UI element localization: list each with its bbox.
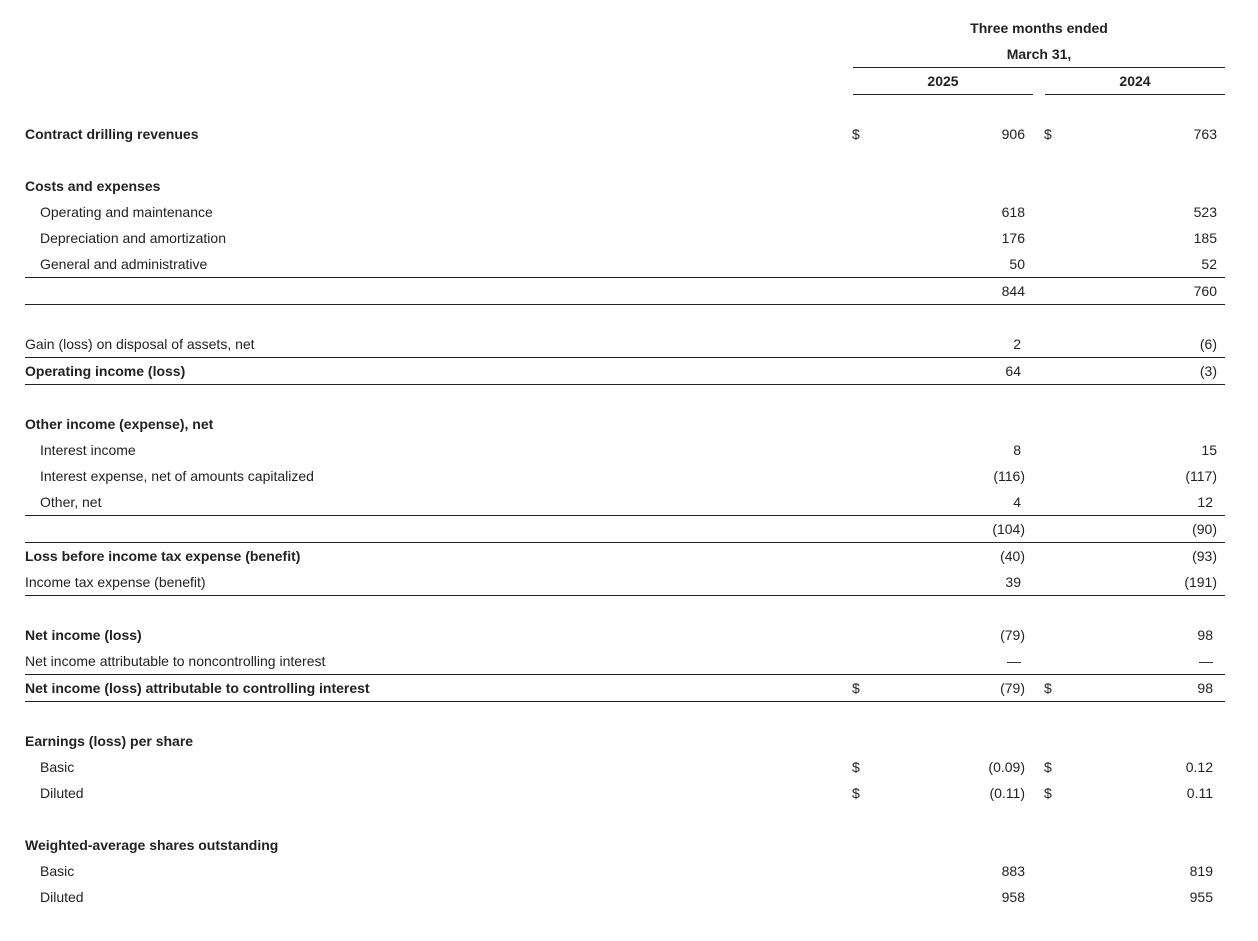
row-net-income bbox=[0, 626, 1258, 644]
value-2025: (79) bbox=[1000, 627, 1025, 643]
value-2025: (40) bbox=[1000, 548, 1025, 564]
row-interest-expense bbox=[0, 467, 1258, 485]
row-eps-heading bbox=[0, 732, 1258, 750]
currency-symbol: $ bbox=[852, 680, 860, 696]
currency-symbol: $ bbox=[1044, 680, 1052, 696]
currency-symbol: $ bbox=[1044, 126, 1052, 142]
row-shares-basic bbox=[0, 862, 1258, 880]
rule-operating-income-top bbox=[25, 357, 1225, 358]
row-shares-heading bbox=[0, 836, 1258, 854]
value-2024: (6) bbox=[1199, 336, 1217, 352]
header-rule-col1 bbox=[853, 94, 1033, 95]
row-net-income-controlling bbox=[0, 679, 1258, 697]
value-2024: (117) bbox=[1185, 468, 1217, 484]
value-2025: 618 bbox=[1001, 204, 1025, 220]
row-label: Basic bbox=[40, 863, 75, 879]
row-label: Net income (loss) attributable to controlling interest bbox=[25, 680, 370, 696]
period-header-line2: March 31, bbox=[1006, 46, 1072, 62]
value-2025: 8 bbox=[1013, 442, 1021, 458]
value-2025: — bbox=[1007, 653, 1021, 669]
value-2024: 52 bbox=[1201, 256, 1217, 272]
row-interest-income bbox=[0, 441, 1258, 459]
value-2024: 98 bbox=[1197, 627, 1213, 643]
value-2025: (79) bbox=[1000, 680, 1025, 696]
currency-symbol: $ bbox=[852, 785, 860, 801]
row-label: Basic bbox=[40, 759, 75, 775]
row-label: Other, net bbox=[40, 494, 102, 510]
value-2024: (191) bbox=[1184, 574, 1217, 590]
row-general-admin bbox=[0, 255, 1258, 273]
period-header-line1: Three months ended bbox=[970, 20, 1108, 36]
value-2024: (93) bbox=[1192, 548, 1217, 564]
value-2024: 12 bbox=[1197, 494, 1213, 510]
value-2024: 0.11 bbox=[1186, 785, 1213, 801]
rule-costs-subtotal-bottom bbox=[25, 304, 1225, 305]
value-2024: — bbox=[1199, 653, 1213, 669]
value-2025: (0.11) bbox=[989, 785, 1025, 801]
row-label: Gain (loss) on disposal of assets, net bbox=[25, 336, 255, 352]
value-2025: 883 bbox=[1001, 863, 1025, 879]
row-loss-before-tax bbox=[0, 547, 1258, 565]
row-gain-loss-disposal bbox=[0, 335, 1258, 353]
value-2025: 176 bbox=[1001, 230, 1025, 246]
rule-tax-bottom bbox=[25, 595, 1225, 596]
value-2024: 523 bbox=[1193, 204, 1217, 220]
row-operating-maintenance bbox=[0, 203, 1258, 221]
row-label: Depreciation and amortization bbox=[40, 230, 226, 246]
value-2025: 39 bbox=[1005, 574, 1021, 590]
row-label: Contract drilling revenues bbox=[25, 126, 199, 142]
row-operating-income bbox=[0, 362, 1258, 380]
rule-operating-income-bottom bbox=[25, 384, 1225, 385]
currency-symbol: $ bbox=[852, 759, 860, 775]
row-label: Diluted bbox=[40, 785, 84, 801]
row-eps-diluted bbox=[0, 784, 1258, 802]
value-2025: 2 bbox=[1013, 336, 1021, 352]
value-2024: (3) bbox=[1199, 363, 1217, 379]
value-2024: 98 bbox=[1197, 680, 1213, 696]
value-2025: 958 bbox=[1001, 889, 1025, 905]
currency-symbol: $ bbox=[1044, 759, 1052, 775]
section-heading: Other income (expense), net bbox=[25, 416, 214, 432]
value-2025: (0.09) bbox=[988, 759, 1025, 775]
value-2024: 15 bbox=[1201, 442, 1217, 458]
value-2024: 760 bbox=[1193, 283, 1217, 299]
row-label: Income tax expense (benefit) bbox=[25, 574, 206, 590]
value-2024: 763 bbox=[1193, 126, 1217, 142]
row-noncontrolling-interest bbox=[0, 652, 1258, 670]
section-heading: Weighted-average shares outstanding bbox=[25, 837, 279, 853]
value-2025: 50 bbox=[1009, 256, 1025, 272]
currency-symbol: $ bbox=[852, 126, 860, 142]
row-costs-heading bbox=[0, 177, 1258, 195]
row-label: General and administrative bbox=[40, 256, 208, 272]
value-2025: 844 bbox=[1001, 283, 1025, 299]
row-costs-total bbox=[0, 282, 1258, 300]
value-2025: 64 bbox=[1005, 363, 1021, 379]
rule-other-subtotal-bottom bbox=[25, 542, 1225, 543]
section-heading: Costs and expenses bbox=[25, 178, 161, 194]
value-2025: 906 bbox=[1001, 126, 1025, 142]
row-label: Interest expense, net of amounts capitalized bbox=[40, 468, 314, 484]
row-eps-basic bbox=[0, 758, 1258, 776]
row-label: Interest income bbox=[40, 442, 136, 458]
row-label: Diluted bbox=[40, 889, 84, 905]
rule-other-subtotal-top bbox=[25, 515, 1225, 516]
value-2024: 0.12 bbox=[1185, 759, 1213, 775]
row-label: Operating income (loss) bbox=[25, 363, 186, 379]
row-depreciation bbox=[0, 229, 1258, 247]
row-other-heading bbox=[0, 415, 1258, 433]
row-other-net bbox=[0, 493, 1258, 511]
row-shares-diluted bbox=[0, 888, 1258, 906]
value-2024: 185 bbox=[1193, 230, 1217, 246]
value-2024: (90) bbox=[1192, 521, 1217, 537]
rule-net-income-ci-bottom bbox=[25, 701, 1225, 702]
header-rule-col2 bbox=[1045, 94, 1225, 95]
header-rule-span bbox=[853, 67, 1225, 68]
column-header-2024: 2024 bbox=[1119, 73, 1151, 89]
row-label: Loss before income tax expense (benefit) bbox=[25, 548, 301, 564]
section-heading: Earnings (loss) per share bbox=[25, 733, 194, 749]
rule-costs-subtotal-top bbox=[25, 277, 1225, 278]
column-header-2025: 2025 bbox=[927, 73, 959, 89]
currency-symbol: $ bbox=[1044, 785, 1052, 801]
row-label: Net income (loss) bbox=[25, 627, 142, 643]
row-contract-drilling-revenues bbox=[0, 125, 1258, 143]
value-2024: 955 bbox=[1189, 889, 1213, 905]
rule-net-income-ci-top bbox=[25, 674, 1225, 675]
row-other-total bbox=[0, 520, 1258, 538]
value-2024: 819 bbox=[1189, 863, 1213, 879]
row-label: Net income attributable to noncontrolling interest bbox=[25, 653, 326, 669]
row-label: Operating and maintenance bbox=[40, 204, 213, 220]
value-2025: 4 bbox=[1013, 494, 1021, 510]
value-2025: (116) bbox=[993, 468, 1025, 484]
row-income-tax bbox=[0, 573, 1258, 591]
value-2025: (104) bbox=[992, 521, 1025, 537]
